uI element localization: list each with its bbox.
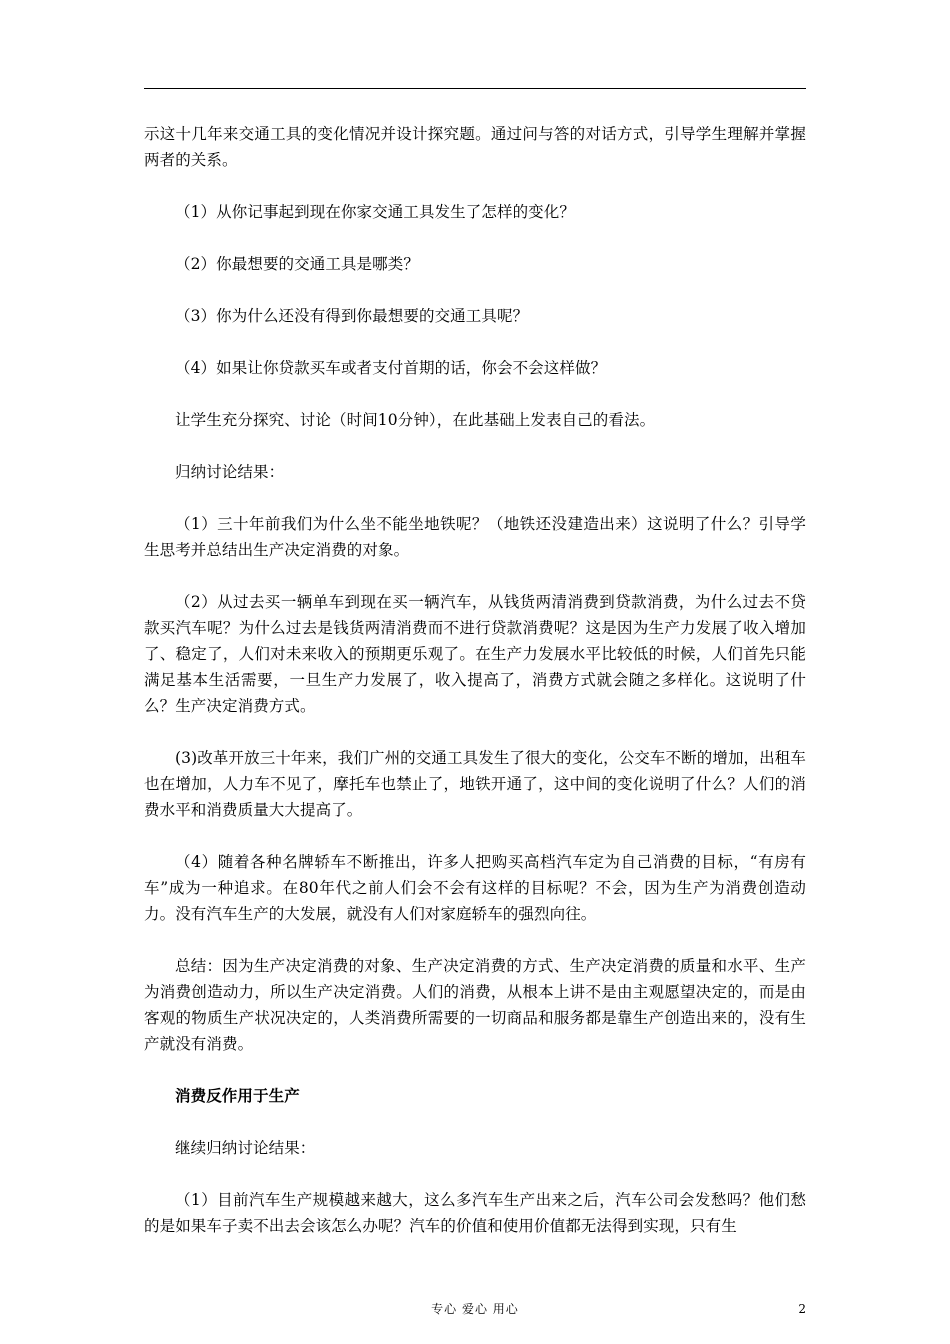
paragraph-summary-intro: 归纳讨论结果：: [175, 463, 285, 481]
paragraph-discussion: 让学生充分探究、讨论（时间10分钟），在此基础上发表自己的看法。: [175, 411, 656, 429]
header-rule: [144, 88, 806, 89]
continued-result-1: （1）目前汽车生产规模越来越大，这么多汽车生产出来之后，汽车公司会发愁吗？他们愁的是如果车子卖不出去会该怎么办呢？汽车的价值和使用价值都无法得到实现，只有生: [144, 1191, 806, 1235]
question-3: （3）你为什么还没有得到你最想要的交通工具呢？: [175, 307, 529, 325]
question-2: （2）你最想要的交通工具是哪类？: [175, 255, 419, 273]
footer-motto: 专心 爱心 用心: [431, 1302, 519, 1316]
page-body: [144, 121, 806, 1239]
result-1: （1）三十年前我们为什么坐不能坐地铁呢？（地铁还没建造出来）这说明了什么？引导学生思考并总结出生产决定消费的对象。: [144, 515, 806, 559]
result-2: （2）从过去买一辆单车到现在买一辆汽车，从钱货两清消费到贷款消费，为什么过去不贷款买汽车呢？为什么过去是钱货两清消费而不进行贷款消费呢？这是因为生产力发展了收入增加了、稳定了，人们对未来收入的预期更乐观了。在生产力发展水平比较低的时候，人们首先只能满足基本生活需要，一旦生产力发展了，收入提高了，消费方式就会随之多样化。这说明了什么？生产决定消费方式。: [144, 593, 806, 715]
question-1: （1）从你记事起到现在你家交通工具发生了怎样的变化？: [175, 203, 575, 221]
paragraph-intro: 示这十几年来交通工具的变化情况并设计探究题。通过问与答的对话方式，引导学生理解并掌握两者的关系。: [144, 125, 806, 169]
question-4: （4）如果让你贷款买车或者支付首期的话，你会不会这样做？: [175, 359, 607, 377]
page-number: 2: [798, 1302, 806, 1316]
section-heading: 消费反作用于生产: [175, 1086, 300, 1105]
result-4: （4）随着各种名牌轿车不断推出，许多人把购买高档汽车定为自己消费的目标，“有房有车”成为一种追求。在80年代之前人们会不会有这样的目标呢？不会，因为生产为消费创造动力。没有汽车生产的大发展，就没有人们对家庭轿车的强烈向往。: [144, 853, 806, 923]
paragraph-continue: 继续归纳讨论结果：: [175, 1139, 316, 1157]
result-3: (3)改革开放三十年来，我们广州的交通工具发生了很大的变化，公交车不断的增加，出租车也在增加，人力车不见了，摩托车也禁止了，地铁开通了，这中间的变化说明了什么？人们的消费水平和消费质量大大提高了。: [144, 749, 806, 819]
summary-paragraph: 总结：因为生产决定消费的对象、生产决定消费的方式、生产决定消费的质量和水平、生产为消费创造动力，所以生产决定消费。人们的消费，从根本上讲不是由主观愿望决定的，而是由客观的物质生产状况决定的，人类消费所需要的一切商品和服务都是靠生产创造出来的，没有生产就没有消费。: [144, 957, 806, 1053]
